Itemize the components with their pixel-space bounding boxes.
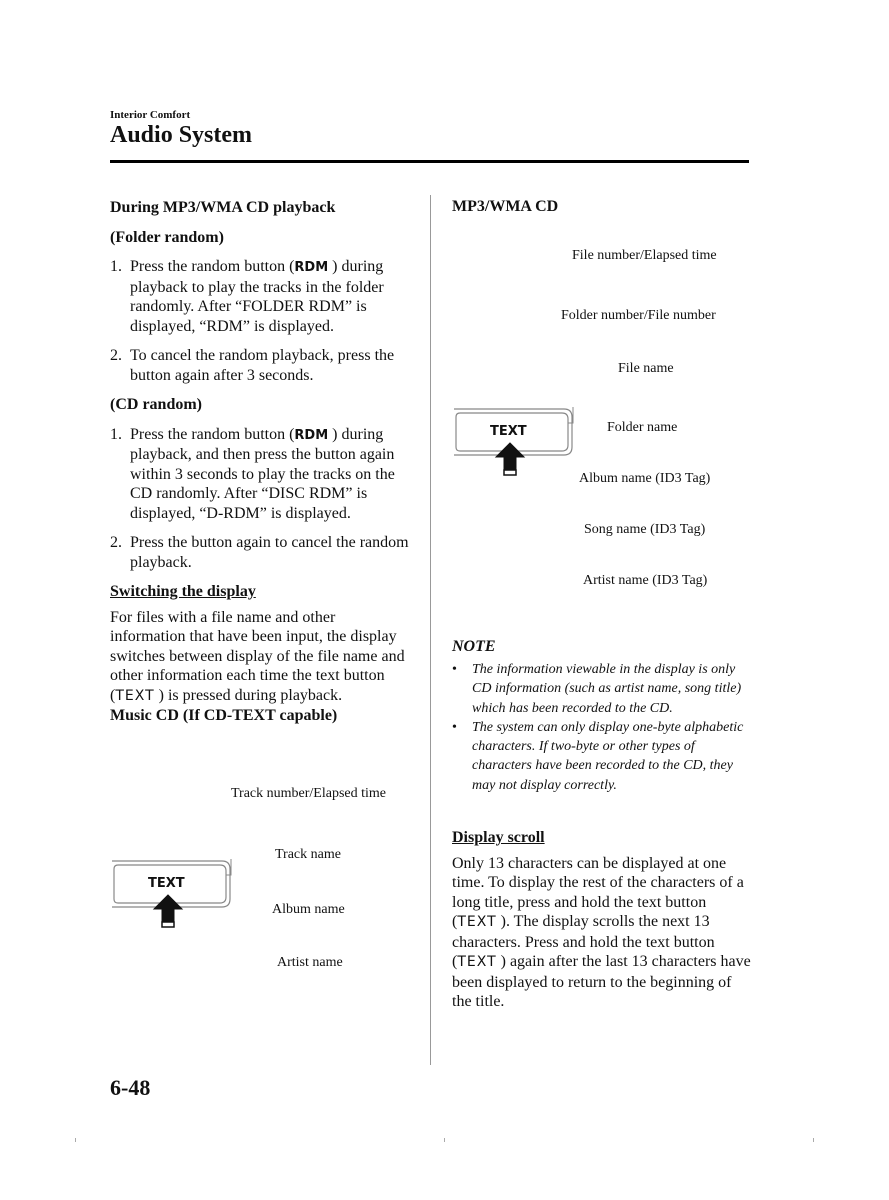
heading-music-cd: Music CD (If CD-TEXT capable) bbox=[110, 707, 338, 724]
list-item: • The information viewable in the display is only CD information (such as artist name, song title) which has been recorded to the CD. bbox=[452, 660, 752, 718]
list-item: • The system can only display one-byte alphabetic characters. If two-byte or other types of characters have been recorded to the CD, they may not display correctly. bbox=[452, 718, 752, 795]
list-item: 1. Press the random button (RDM ) during playback, and then press the button again within 3 seconds to play the tracks on the CD randomly. After “DISC RDM” is displayed, “D-RDM” is displayed. bbox=[110, 425, 395, 522]
label-file-number: File number/Elapsed time bbox=[572, 248, 717, 263]
label-artist-id3: Artist name (ID3 Tag) bbox=[583, 573, 708, 588]
list-item: 2. Press the button again to cancel the random playback. bbox=[110, 534, 409, 571]
crop-mark bbox=[444, 1138, 445, 1142]
heading-mp3-wma-playback: During MP3/WMA CD playback bbox=[110, 199, 336, 216]
label-folder-name: Folder name bbox=[607, 420, 678, 435]
label-album-id3: Album name (ID3 Tag) bbox=[579, 471, 711, 486]
left-column bbox=[110, 198, 410, 736]
folder-random-steps bbox=[110, 257, 410, 385]
page-title: Audio System bbox=[110, 122, 253, 148]
page-number: 6-48 bbox=[110, 1075, 151, 1100]
heading-display-scroll: Display scroll bbox=[452, 829, 545, 846]
switching-paragraph: For files with a file name and other information that have been input, the display switches between display of the file name and other information each time the text button (TEXT ) is pressed during playback. bbox=[110, 608, 405, 704]
label-song-id3: Song name (ID3 Tag) bbox=[584, 522, 706, 537]
rdm-button-glyph: RDM bbox=[294, 427, 329, 443]
display-scroll-paragraph: Only 13 characters can be displayed at one time. To display the rest of the characters of a long title, press and hold the text button (TEXT ). The display scrolls the next 13 characters. Press and hold the text button (TEXT ) again after the last 13 characters have been displayed to return to the beginning of the title. bbox=[452, 854, 751, 1010]
section-label: Interior Comfort bbox=[110, 109, 191, 121]
heading-switching-display: Switching the display bbox=[110, 583, 256, 600]
text-button-illustration bbox=[452, 403, 577, 478]
heading-folder-random: (Folder random) bbox=[110, 228, 224, 246]
text-button-diagram-music-cd bbox=[110, 855, 235, 935]
text-button-label: TEXT bbox=[148, 876, 185, 891]
label-album-name: Album name bbox=[272, 902, 345, 917]
heading-mp3-wma-cd: MP3/WMA CD bbox=[452, 198, 559, 215]
list-item: 2. To cancel the random playback, press the button again after 3 seconds. bbox=[110, 347, 395, 384]
crop-mark bbox=[813, 1138, 814, 1142]
text-button-glyph: TEXT bbox=[457, 954, 497, 970]
label-file-name: File name bbox=[618, 361, 674, 376]
header-rule bbox=[110, 160, 749, 163]
bullet-icon: • bbox=[452, 719, 457, 735]
heading-cd-random: (CD random) bbox=[110, 396, 202, 413]
column-divider bbox=[430, 195, 431, 1065]
text-button-glyph: TEXT bbox=[457, 914, 497, 930]
text-button-diagram-mp3 bbox=[452, 403, 577, 483]
bullet-icon: • bbox=[452, 662, 457, 677]
list-item: 1. Press the random button (RDM ) during playback to play the tracks in the folder randomly. After “FOLDER RDM” is displayed, “RDM” is displayed. bbox=[110, 258, 384, 335]
rdm-button-glyph: RDM bbox=[294, 260, 329, 275]
note-title: NOTE bbox=[452, 638, 496, 655]
text-button-glyph: TEXT bbox=[115, 687, 155, 704]
cd-random-steps bbox=[110, 425, 410, 573]
display-scroll-section bbox=[452, 828, 752, 1022]
label-track-name: Track name bbox=[275, 847, 341, 862]
label-folder-number: Folder number/File number bbox=[561, 308, 716, 323]
text-button-illustration bbox=[110, 855, 235, 930]
label-track-number: Track number/Elapsed time bbox=[231, 786, 387, 801]
text-button-label: TEXT bbox=[490, 424, 527, 439]
note-list bbox=[452, 660, 752, 795]
crop-mark bbox=[75, 1138, 76, 1142]
label-artist-name: Artist name bbox=[277, 955, 343, 970]
note-box bbox=[452, 638, 752, 795]
